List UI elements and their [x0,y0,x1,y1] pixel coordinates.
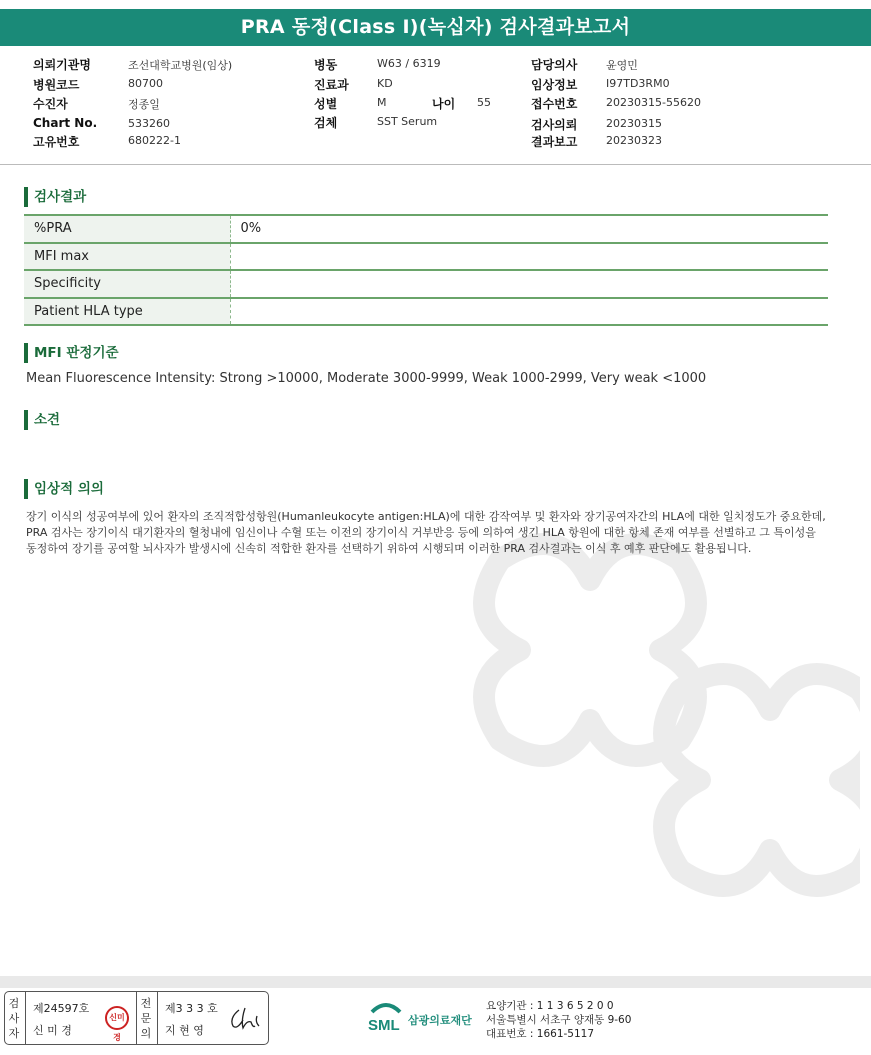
logo-mark-icon [366,998,406,1038]
report-title: PRA 동정(Class I)(녹십자) 검사결과보고서 [0,9,871,46]
divider [157,992,158,1044]
signature-icon [227,1006,263,1032]
patient-value: 정종일 [128,98,160,111]
result-value [230,243,828,271]
result-key: Patient HLA type [24,298,230,326]
organization-info [486,999,631,1041]
logo-name: 삼광의료재단 [408,1014,472,1027]
header-divider [0,164,871,165]
specialist-name: 지 현 영 [165,1024,204,1037]
age-value: 55 [477,96,491,109]
specialist-label: 전 문 의 [140,997,152,1040]
report-date-label: 결과보고 [531,135,578,149]
clinical-info-value: I97TD3RM0 [606,77,670,90]
sex-value: M [377,96,387,109]
results-table [24,214,828,326]
result-value: 0% [230,215,828,243]
result-value [230,298,828,326]
results-section-title: 검사결과 [24,187,86,207]
age-label: 나이 [432,97,456,111]
hospital-code-label: 병원코드 [33,78,80,92]
receipt-no-value: 20230315-55620 [606,96,701,109]
hospital-code-value: 80700 [128,77,163,90]
hospital-label: 의뢰기관명 [33,58,91,72]
department-value: KD [377,77,393,90]
request-date-value: 20230315 [606,117,662,130]
department-label: 진료과 [314,78,349,92]
doctor-value: 윤영민 [606,59,638,72]
tester-label: 검 사 자 [8,997,20,1040]
result-key: MFI max [24,243,230,271]
sml-logo [366,998,480,1038]
clinical-significance-text: 장기 이식의 성공여부에 있어 환자의 조직적합성항원(Humanleukocyte antigen:HLA)에 대한 감작여부 및 환자와 장기공여자간의 HLA에 대한 일치정도가 중요한데, PRA 검사는 장기이식 대기환자의 혈청내에 임신이나 수혈 또는 이전의 장기이식 거부반응 등에 의하여 생긴 HLA 항원에 대한 항체 존재 여부를 선별하고 그 특이성을 동정하여 장기를 공여할 뇌사자가 발생시에 신속히 적합한 환자를 선택하기 위하여 시행되며 이러한 PRA 검사결과는 이식 후 예후 판단에도 활용됩니다. [26,510,826,555]
org-line: 요양기관 : 1 1 3 6 5 2 0 0 [486,1000,614,1012]
specimen-value: SST Serum [377,115,438,128]
opinion-section-title: 소견 [24,410,60,430]
patient-info-block [0,56,871,156]
hospital-value: 조선대학교병원(임상) [128,59,233,72]
sex-label: 성별 [314,97,338,111]
chart-no-value: 533260 [128,117,170,130]
unique-no-label: 고유번호 [33,135,80,149]
divider [136,992,137,1044]
table-row [24,298,828,326]
clinical-section-title: 임상적 의의 [24,479,104,499]
table-row [24,270,828,298]
tester-license: 제24597호 [33,1002,90,1015]
divider [25,992,26,1044]
table-row [24,215,828,243]
result-key: Specificity [24,270,230,298]
receipt-no-label: 접수번호 [531,97,578,111]
result-key: %PRA [24,215,230,243]
svg-text:SML: SML [368,1017,400,1034]
seal-stamp-icon: 신미경 [105,1006,129,1030]
footer-band [0,976,871,988]
ward-label: 병동 [314,58,338,72]
tester-name: 신 미 경 [33,1024,72,1037]
patient-label: 수진자 [33,97,68,111]
clinical-info-label: 임상정보 [531,78,578,92]
result-value [230,270,828,298]
specimen-label: 검체 [314,116,338,130]
mfi-section-title: MFI 판정기준 [24,343,119,363]
org-line: 서울특별시 서초구 양재동 9-60 [486,1014,632,1026]
specialist-license: 제3 3 3 호 [165,1002,218,1015]
request-date-label: 검사의뢰 [531,118,578,132]
report-date-value: 20230323 [606,134,662,147]
chart-no-label: Chart No. [33,116,98,130]
table-row [24,243,828,271]
mfi-criteria-text: Mean Fluorescence Intensity: Strong >10000, Moderate 3000-9999, Weak 1000-2999, Very weak <1000 [26,371,707,386]
ward-value: W63 / 6319 [377,57,441,70]
signature-box [4,991,269,1045]
doctor-label: 담당의사 [531,58,578,72]
unique-no-value: 680222-1 [128,134,181,147]
org-line: 대표번호 : 1661-5117 [486,1028,595,1040]
